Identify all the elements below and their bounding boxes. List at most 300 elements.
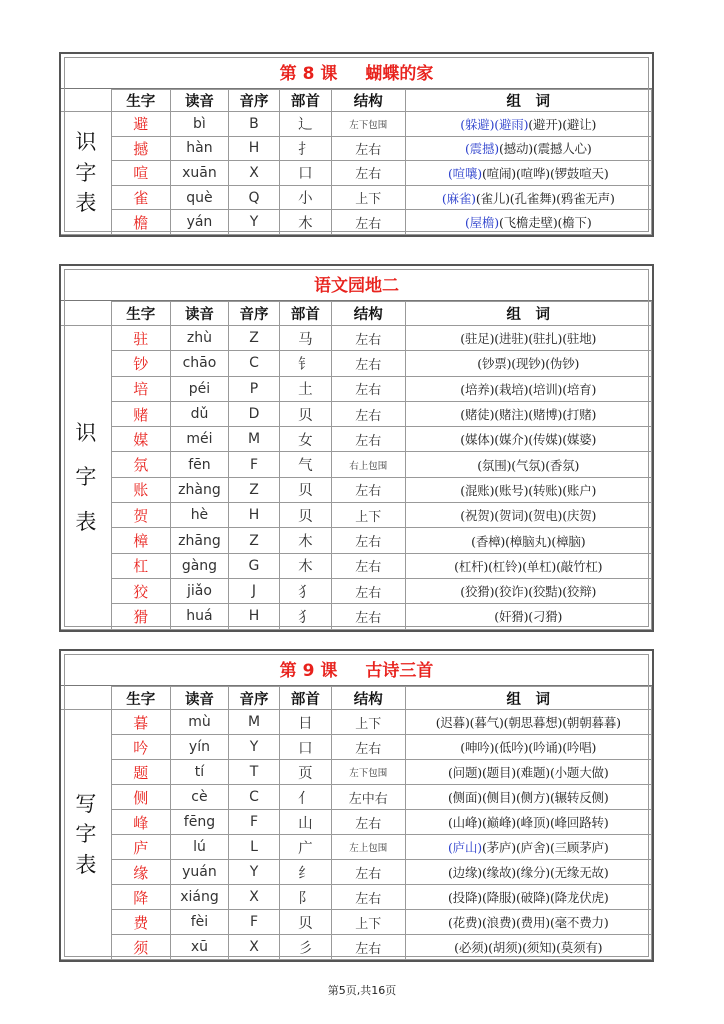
word-item: 吟唱 [566,740,592,755]
structure-cell: 右上包围 [332,452,405,477]
word-item: 刁猾 [532,609,558,625]
order-letter-cell: T [229,760,279,785]
lesson-name: 蝴蝶的家 [365,63,434,84]
radical-cell: 女 [279,427,331,452]
table-row [61,735,652,760]
word-item: 雀儿 [480,190,506,206]
order-letter-cell: F [229,452,279,477]
order-letter-cell: P [229,376,279,401]
character-cell: 侧 [111,785,170,810]
column-header: 组 词 [405,687,652,710]
order-letter-cell: Z [229,528,279,553]
word-list-cell: (呻吟)(低吟)(吟诵)(吟唱) [405,735,652,760]
table-row [61,604,652,629]
table-row [61,477,652,502]
radical-cell: 犭 [279,604,331,629]
radical-cell: 贝 [279,401,331,426]
character-cell: 庐 [111,835,170,860]
character-cell: 檐 [111,210,170,235]
radical-cell: 贝 [279,477,331,502]
character-cell: 钞 [111,351,170,376]
word-list-cell: (香樟)(樟脑丸)(樟脑) [405,528,652,553]
word-item: 侧目 [486,790,512,805]
order-letter-cell: Z [229,477,279,502]
pinyin-cell: lú [170,835,229,860]
character-cell: 猾 [111,604,170,629]
radical-cell: 口 [279,161,331,186]
pinyin-cell: xuān [170,161,229,186]
character-cell: 缘 [111,860,170,885]
column-header: 音序 [229,90,279,112]
lesson-title [61,266,652,301]
word-item: 樟脑 [556,533,581,549]
character-cell: 题 [111,760,170,785]
structure-cell: 左右 [332,735,405,760]
structure-cell: 左右 [332,935,405,960]
character-cell: 狡 [111,578,170,603]
pinyin-cell: xū [170,935,229,960]
pinyin-cell: jiǎo [170,578,229,603]
order-letter-cell: D [229,401,279,426]
pinyin-cell: zhāng [170,528,229,553]
column-header: 生字 [111,90,170,112]
word-list-cell: (震撼)(撼动)(震撼人心) [405,136,652,161]
structure-cell: 上下 [332,710,405,735]
word-list-cell: (培养)(栽培)(培训)(培育) [405,376,652,401]
corner-cell [61,302,111,326]
order-letter-cell: H [229,136,279,161]
pinyin-cell: fèi [170,910,229,935]
radical-cell: 木 [279,210,331,235]
structure-cell: 左右 [332,885,405,910]
structure-cell: 左右 [332,376,405,401]
structure-cell: 左右 [332,477,405,502]
character-table [61,686,652,960]
character-cell: 吟 [111,735,170,760]
word-list-cell: (喧嚷)(喧闹)(喧哗)(锣鼓喧天) [405,161,652,186]
radical-cell: 彡 [279,935,331,960]
radical-cell: 页 [279,760,331,785]
word-item: 震撼人心 [537,141,587,157]
character-cell: 避 [111,112,170,137]
column-header: 部首 [279,687,331,710]
order-letter-cell: M [229,710,279,735]
word-item: 难题 [520,765,546,780]
radical-cell: 小 [279,185,331,210]
side-label-char: 字 [75,160,97,185]
table-row [61,210,652,235]
structure-cell: 左右 [332,210,405,235]
character-cell: 贺 [111,503,170,528]
table-row [61,136,652,161]
table-row [61,528,652,553]
word-item: 贺电 [532,508,558,524]
table-row [61,401,652,426]
table-row [61,161,652,186]
word-list-cell: (祝贺)(贺词)(贺电)(庆贺) [405,503,652,528]
word-item: 庐舍 [520,840,546,855]
word-item: 屋檐 [469,215,495,231]
side-label-char: 写 [75,791,97,816]
table-row [61,185,652,210]
table-row [61,503,652,528]
lesson-table-1 [59,52,654,237]
table-row [61,760,652,785]
table-row [61,860,652,885]
word-item: 三顾茅庐 [554,840,604,855]
table-row [61,427,652,452]
word-item: 奸猾 [498,609,524,625]
word-item: 避开 [532,116,558,132]
character-table [61,89,652,235]
word-list-cell: (杠杆)(杠铃)(单杠)(敲竹杠) [405,553,652,578]
word-item: 低吟 [498,740,524,755]
structure-cell: 上下 [332,503,405,528]
character-cell: 账 [111,477,170,502]
column-header: 组 词 [405,302,652,326]
order-letter-cell: Y [229,735,279,760]
word-item: 茅庐 [486,840,512,855]
table-row [61,326,652,351]
table-row [61,710,652,735]
word-list-cell: (媒体)(媒介)(传媒)(媒婆) [405,427,652,452]
character-cell: 峰 [111,810,170,835]
word-list-cell: (边缘)(缘故)(缘分)(无缘无故) [405,860,652,885]
table-row [61,351,652,376]
word-item: 莫须有 [560,940,598,955]
radical-cell: 纟 [279,860,331,885]
radical-cell: 木 [279,528,331,553]
word-item: 小题大做 [554,765,604,780]
word-item: 避雨 [498,116,524,132]
pinyin-cell: dǔ [170,401,229,426]
word-item: 暮气 [474,715,499,730]
side-label-char: 识 [75,420,97,445]
character-cell: 樟 [111,528,170,553]
word-list-cell: (问题)(题目)(难题)(小题大做) [405,760,652,785]
word-item: 费用 [520,915,546,930]
radical-cell: 犭 [279,578,331,603]
radical-cell: 贝 [279,910,331,935]
table-row [61,885,652,910]
word-item: 培训 [532,381,558,397]
word-item: 喧闹 [486,165,512,181]
column-header: 结构 [332,302,405,326]
column-header: 结构 [332,90,405,112]
pinyin-cell: méi [170,427,229,452]
pinyin-cell: bì [170,112,229,137]
column-header: 组 词 [405,90,652,112]
column-header: 音序 [229,687,279,710]
word-item: 转账 [532,482,558,498]
word-item: 媒婆 [566,432,592,448]
structure-cell: 左下包围 [332,760,405,785]
word-item: 狡黠 [532,584,558,600]
radical-cell: 广 [279,835,331,860]
word-item: 喧哗 [520,165,546,181]
word-item: 进驻 [498,331,524,347]
word-list-cell: (赌徒)(赌注)(赌博)(打赌) [405,401,652,426]
word-item: 檐下 [562,215,587,231]
radical-cell: 扌 [279,136,331,161]
word-item: 气氛 [515,457,541,473]
word-item: 培育 [566,381,592,397]
radical-cell: 木 [279,553,331,578]
word-item: 问题 [452,765,478,780]
word-list-cell: (钞票)(现钞)(伪钞) [405,351,652,376]
word-item: 氛围 [481,457,507,473]
lesson-table-2 [59,264,654,632]
structure-cell: 上下 [332,185,405,210]
order-letter-cell: X [229,885,279,910]
word-item: 巅峰 [486,815,512,830]
character-table [61,301,652,630]
word-item: 祝贺 [464,508,490,524]
side-label [61,710,111,960]
lesson-title [61,651,652,686]
side-label-char: 表 [75,509,97,534]
column-header: 部首 [279,302,331,326]
order-letter-cell: L [229,835,279,860]
order-letter-cell: J [229,578,279,603]
structure-cell: 左右 [332,810,405,835]
structure-cell: 左右 [332,161,405,186]
pinyin-cell: gàng [170,553,229,578]
side-label-char: 字 [75,465,97,490]
order-letter-cell: G [229,553,279,578]
order-letter-cell: H [229,604,279,629]
word-item: 媒体 [464,432,490,448]
character-cell: 雀 [111,185,170,210]
word-item: 躲避 [464,116,490,132]
word-list-cell: (氛围)(气氛)(香氛) [405,452,652,477]
radical-cell: 阝 [279,885,331,910]
lesson-name: 语文园地二 [314,275,399,296]
order-letter-cell: Q [229,185,279,210]
word-item: 混账 [464,482,490,498]
word-item: 樟脑丸 [509,533,547,549]
pinyin-cell: mù [170,710,229,735]
word-item: 孔雀舞 [514,190,552,206]
order-letter-cell: C [229,785,279,810]
order-letter-cell: H [229,503,279,528]
table-row [61,835,652,860]
character-cell: 降 [111,885,170,910]
order-letter-cell: F [229,810,279,835]
pinyin-cell: hè [170,503,229,528]
character-cell: 赌 [111,401,170,426]
structure-cell: 上下 [332,910,405,935]
pinyin-cell: fēn [170,452,229,477]
corner-cell [61,90,111,112]
word-item: 缘故 [486,865,512,880]
table-row [61,810,652,835]
word-list-cell: (必须)(胡须)(须知)(莫须有) [405,935,652,960]
word-item: 朝朝暮暮 [566,715,617,730]
word-list-cell: (侧面)(侧目)(侧方)(辗转反侧) [405,785,652,810]
word-item: 无缘无故 [554,865,604,880]
pinyin-cell: zhàng [170,477,229,502]
word-item: 狡猾 [464,584,490,600]
column-header: 生字 [111,302,170,326]
word-list-cell: (躲避)(避雨)(避开)(避让) [405,112,652,137]
word-item: 钞票 [481,356,507,372]
table-row [61,376,652,401]
order-letter-cell: M [229,427,279,452]
word-item: 撼动 [503,141,529,157]
word-list-cell: (山峰)(巅峰)(峰顶)(峰回路转) [405,810,652,835]
word-item: 喧嚷 [452,165,478,181]
word-item: 赌注 [498,407,524,423]
order-letter-cell: X [229,161,279,186]
word-item: 浪费 [486,915,512,930]
word-item: 伪钞 [549,356,575,372]
word-item: 胡须 [492,940,518,955]
radical-cell: 日 [279,710,331,735]
pinyin-cell: hàn [170,136,229,161]
pinyin-cell: chāo [170,351,229,376]
column-header: 读音 [170,302,229,326]
word-item: 单杠 [526,558,552,574]
radical-cell: 贝 [279,503,331,528]
structure-cell: 左右 [332,401,405,426]
word-item: 传媒 [532,432,558,448]
word-item: 赌博 [532,407,558,423]
word-item: 山峰 [452,815,478,830]
word-item: 敲竹杠 [560,558,598,574]
word-item: 麻雀 [446,190,472,206]
order-letter-cell: Y [229,860,279,885]
lesson-number: 第 9 课 [279,660,338,681]
structure-cell: 左右 [332,326,405,351]
word-item: 栽培 [498,381,524,397]
structure-cell: 左下包围 [332,112,405,137]
table-row [61,785,652,810]
structure-cell: 左中右 [332,785,405,810]
word-item: 边缘 [452,865,478,880]
word-item: 打赌 [566,407,592,423]
character-cell: 驻 [111,326,170,351]
lesson-title [61,54,652,89]
character-cell: 喧 [111,161,170,186]
pinyin-cell: yín [170,735,229,760]
column-header: 音序 [229,302,279,326]
structure-cell: 左右 [332,578,405,603]
word-item: 峰回路转 [554,815,604,830]
side-label-char: 表 [75,852,97,877]
word-item: 媒介 [498,432,524,448]
word-list-cell: (花费)(浪费)(费用)(毫不费力) [405,910,652,935]
radical-cell: 土 [279,376,331,401]
pinyin-cell: péi [170,376,229,401]
order-letter-cell: B [229,112,279,137]
column-header: 读音 [170,687,229,710]
word-item: 驻足 [464,331,490,347]
pinyin-cell: xiáng [170,885,229,910]
pinyin-cell: yán [170,210,229,235]
structure-cell: 左右 [332,604,405,629]
word-item: 庐山 [452,840,478,855]
word-item: 震撼 [469,141,495,157]
word-item: 花费 [452,915,478,930]
word-list-cell: (庐山)(茅庐)(庐舍)(三顾茅庐) [405,835,652,860]
lesson-name: 古诗三首 [365,660,434,681]
word-item: 须知 [526,940,552,955]
column-header: 结构 [332,687,405,710]
word-item: 庆贺 [566,508,592,524]
word-item: 缘分 [520,865,546,880]
table-row [61,452,652,477]
side-label [61,112,111,235]
column-header: 生字 [111,687,170,710]
character-cell: 杠 [111,553,170,578]
character-cell: 氛 [111,452,170,477]
pinyin-cell: cè [170,785,229,810]
character-cell: 须 [111,935,170,960]
side-label-char: 表 [75,191,97,216]
page-footer: 第5页,共16页 [327,984,397,997]
word-item: 必须 [458,940,484,955]
order-letter-cell: Z [229,326,279,351]
table-row [61,935,652,960]
word-item: 贺词 [498,508,524,524]
word-item: 投降 [452,890,478,905]
side-label-char: 识 [75,130,97,155]
order-letter-cell: X [229,935,279,960]
radical-cell: 亻 [279,785,331,810]
word-list-cell: (奸猾)(刁猾) [405,604,652,629]
column-header: 读音 [170,90,229,112]
pinyin-cell: què [170,185,229,210]
word-item: 杠杆 [458,558,484,574]
pinyin-cell: fēng [170,810,229,835]
table-row [61,553,652,578]
column-header: 部首 [279,90,331,112]
word-item: 呻吟 [464,740,490,755]
word-item: 侧面 [452,790,478,805]
side-label-char: 字 [75,822,97,847]
character-cell: 媒 [111,427,170,452]
radical-cell: 钅 [279,351,331,376]
character-cell: 撼 [111,136,170,161]
pinyin-cell: yuán [170,860,229,885]
word-item: 飞檐走壁 [503,215,553,231]
lesson-number: 第 8 课 [279,63,338,84]
word-list-cell: (狡猾)(狡诈)(狡黠)(狡辩) [405,578,652,603]
pinyin-cell: tí [170,760,229,785]
word-item: 破降 [520,890,546,905]
radical-cell: 口 [279,735,331,760]
pinyin-cell: huá [170,604,229,629]
word-list-cell: (屋檐)(飞檐走壁)(檐下) [405,210,652,235]
table-row [61,578,652,603]
structure-cell: 左右 [332,553,405,578]
word-item: 狡诈 [498,584,524,600]
structure-cell: 左右 [332,136,405,161]
word-item: 香樟 [475,533,501,549]
structure-cell: 左右 [332,860,405,885]
character-cell: 费 [111,910,170,935]
lesson-table-3 [59,649,654,962]
word-item: 朝思暮想 [508,715,558,730]
character-cell: 培 [111,376,170,401]
structure-cell: 左右 [332,427,405,452]
radical-cell: 马 [279,326,331,351]
word-item: 驻地 [566,331,592,347]
word-item: 香氛 [549,457,575,473]
word-item: 驻扎 [532,331,558,347]
word-item: 鸦雀无声 [560,190,610,206]
